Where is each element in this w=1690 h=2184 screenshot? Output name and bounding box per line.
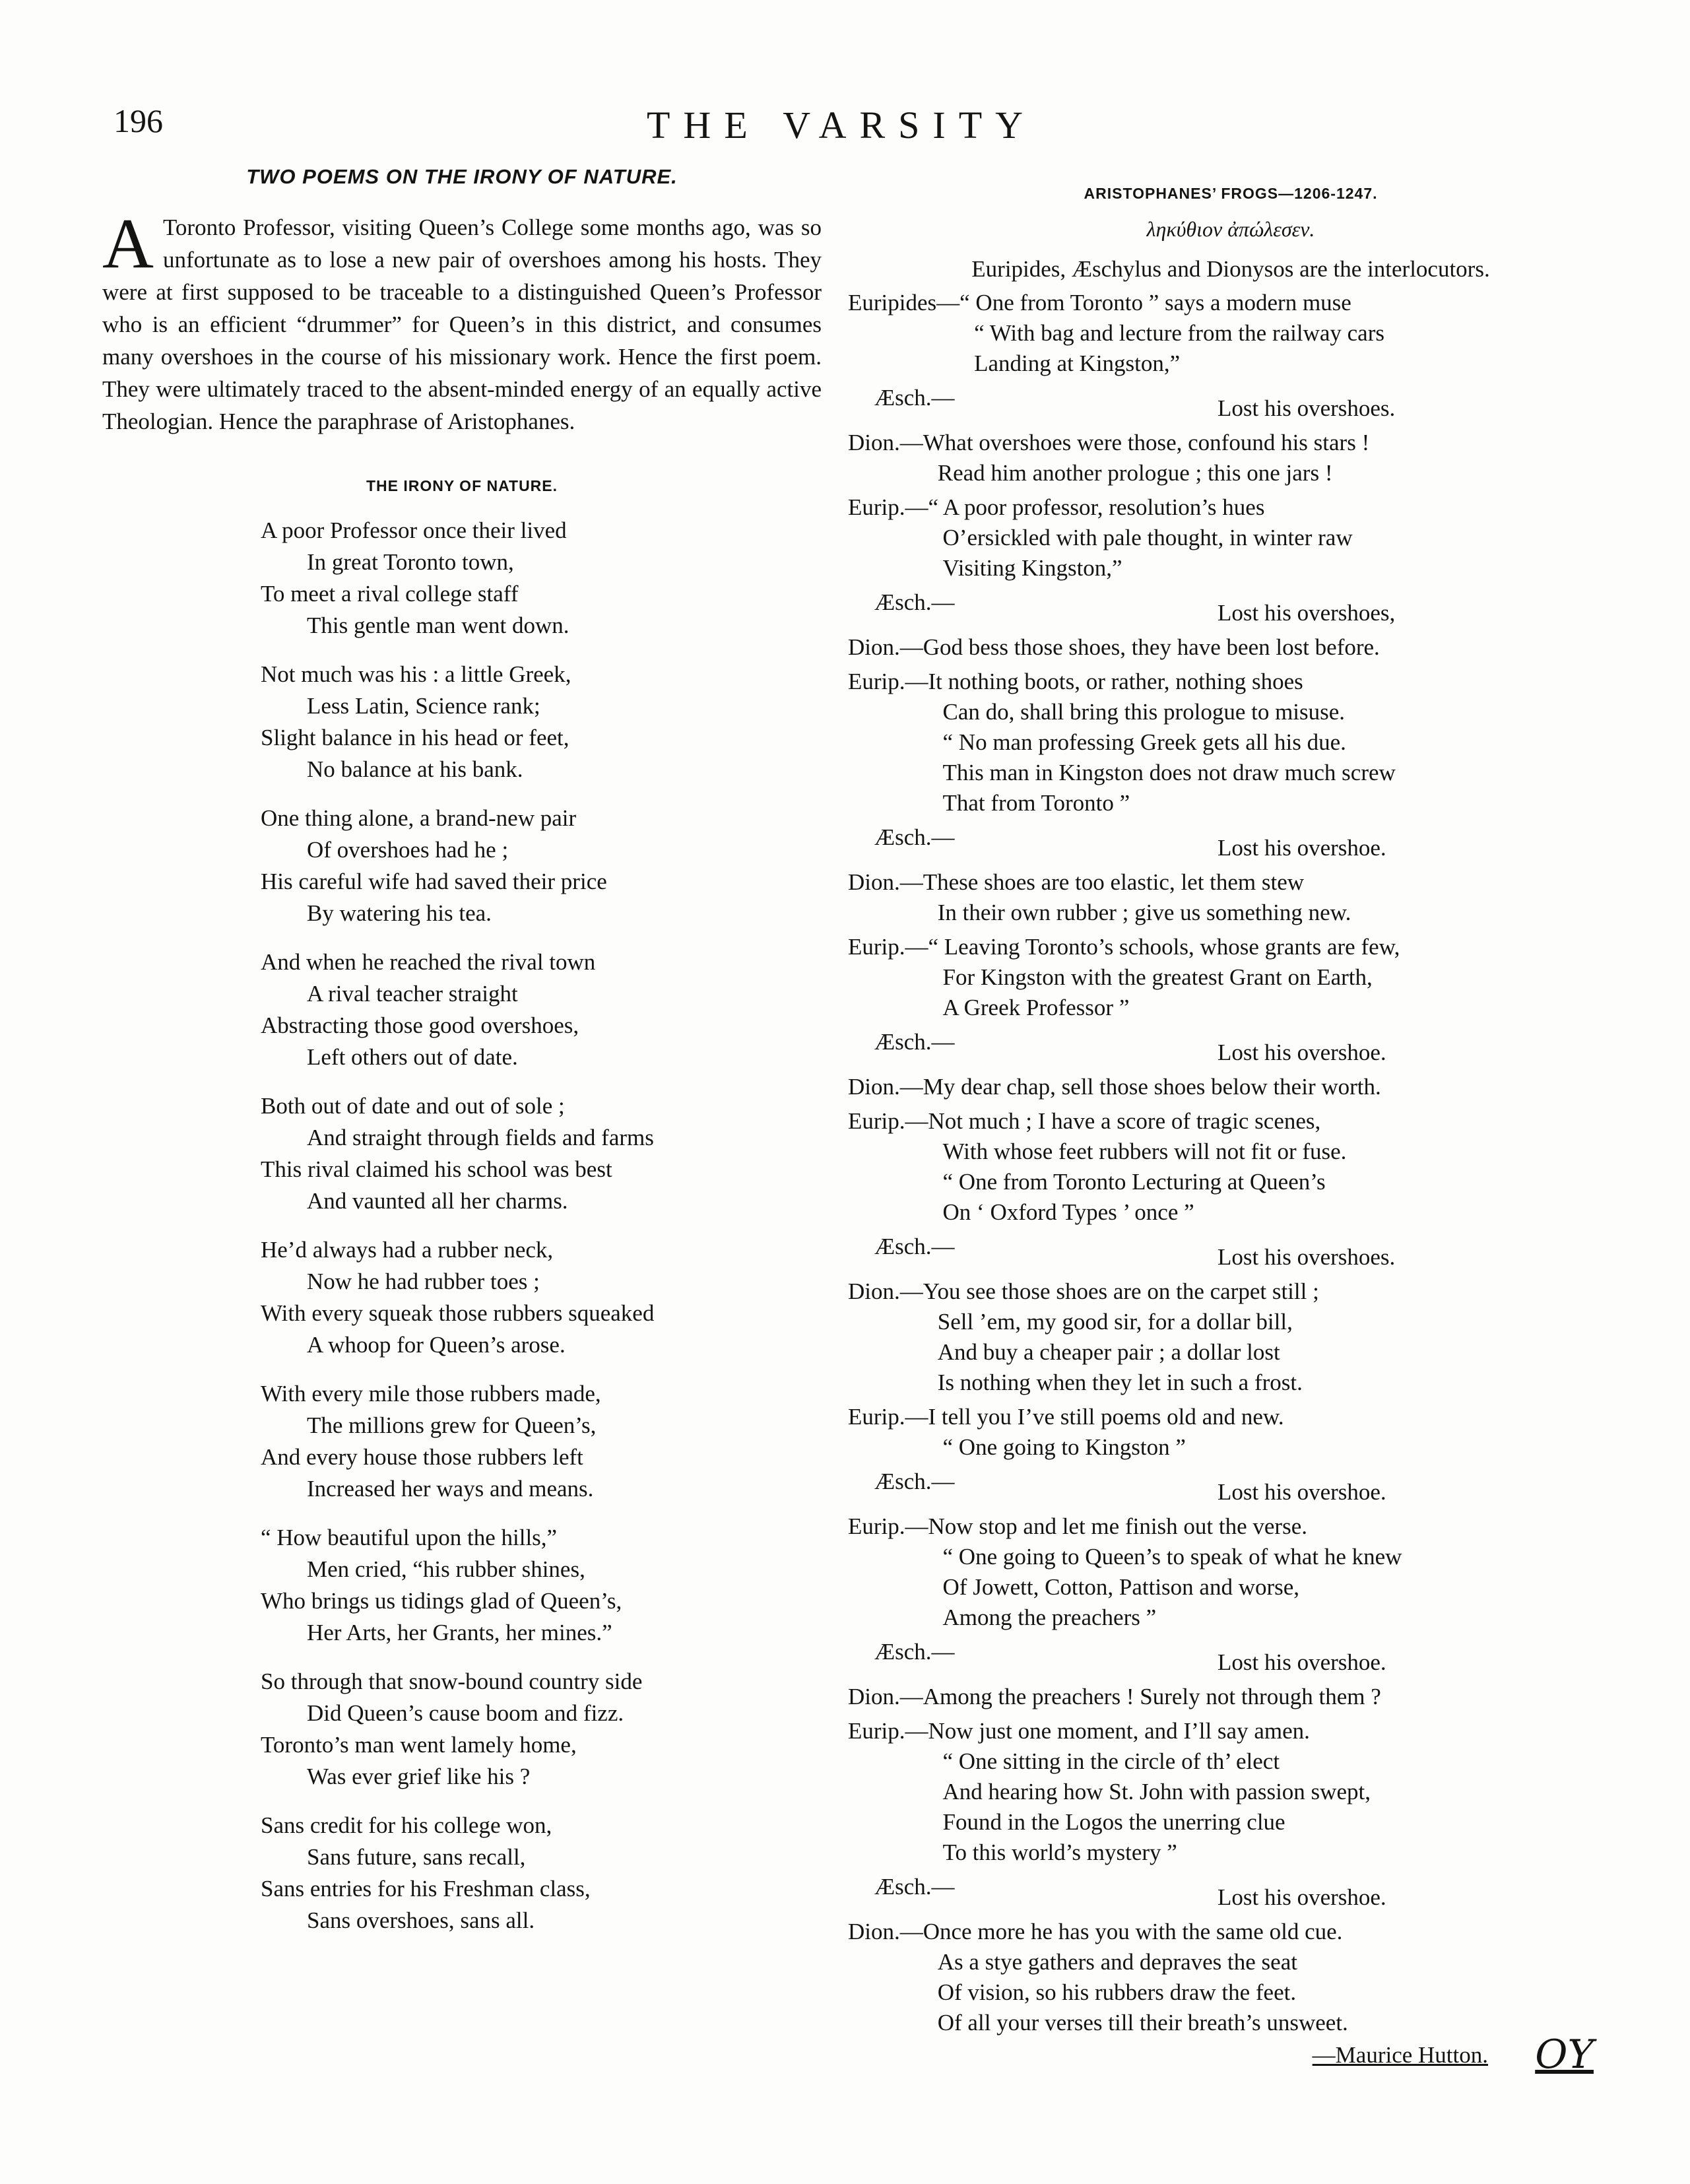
poem-line: Less Latin, Science rank; (307, 693, 540, 719)
page-number: 196 (114, 102, 163, 139)
refrain-text: Lost his overshoes, (1218, 600, 1396, 626)
right-column (848, 185, 1613, 2078)
speaker: Æsch.— (874, 1639, 955, 1665)
speech-line: Can do, shall bring this prologue to misuse. (942, 699, 1346, 725)
speaker: Æsch.— (874, 385, 955, 411)
speech-line: Is nothing when they let in such a frost. (937, 1370, 1303, 1395)
poem-line: Now he had rubber toes ; (307, 1269, 540, 1294)
speech-line: As a stye gathers and depraves the seat (937, 1949, 1297, 1975)
speaker: Dion.— (848, 869, 923, 895)
speech-line: On ‘ Oxford Types ’ once ” (942, 1199, 1194, 1225)
speech-line: “ One from Toronto Lecturing at Queen’s (942, 1169, 1326, 1195)
stanza (261, 1522, 822, 1649)
speech-line: God bess those shoes, they have been lost before. (923, 634, 1380, 660)
poem-line: By watering his tea. (307, 900, 492, 926)
speech-text (928, 1716, 1613, 1868)
stanza (261, 515, 822, 642)
poem-line: The millions grew for Queen’s, (307, 1412, 597, 1438)
poem-line: He’d always had a rubber neck, (261, 1237, 554, 1263)
speech-line: Among the preachers ! Surely not through them ? (923, 1684, 1381, 1709)
poem-line: Both out of date and out of sole ; (261, 1093, 565, 1119)
refrain-text: Lost his overshoes. (1218, 395, 1396, 421)
speech-line: A Greek Professor ” (942, 995, 1130, 1020)
speech (848, 932, 1613, 1023)
speech-line: Once more he has you with the same old cue. (923, 1919, 1343, 1944)
speech (848, 428, 1613, 488)
intro-first: Toronto Professor, visiting Queen’s College some months ago, was so unfortunate as to lose a new pair of overshoes among his hosts. (163, 215, 822, 273)
speech-text (923, 428, 1613, 488)
stanza (261, 1666, 822, 1793)
speech (848, 1716, 1613, 1868)
speech-line: “ One from Toronto ” says a modern muse (959, 290, 1351, 315)
poem-line: This rival claimed his school was best (261, 1156, 612, 1182)
speech (848, 1106, 1613, 1228)
speech (848, 492, 1613, 583)
drop-cap: A (102, 205, 154, 283)
poem-line: Men cried, “his rubber shines, (307, 1556, 585, 1582)
speech-line: Visiting Kingston,” (942, 555, 1122, 581)
poem-line: His careful wife had saved their price (261, 869, 607, 894)
speaker: Æsch.— (874, 1874, 955, 1900)
speech-text (923, 1072, 1613, 1102)
speaker: Eurip.— (848, 494, 928, 520)
speech-line: Now stop and let me finish out the verse. (928, 1513, 1307, 1539)
speech-text (928, 932, 1613, 1023)
stanza (261, 1810, 822, 1936)
speaker: Æsch.— (874, 1029, 955, 1055)
speech-line: Of Jowett, Cotton, Pattison and worse, (942, 1574, 1300, 1600)
speech-line: Landing at Kingston,” (974, 350, 1181, 376)
poem-line: So through that snow-bound country side (261, 1669, 643, 1694)
speaker: Æsch.— (874, 589, 955, 615)
refrain-text: Lost his overshoes. (1218, 1244, 1396, 1270)
refrain (874, 1027, 1613, 1068)
refrain (874, 1872, 1613, 1913)
speech (848, 867, 1613, 928)
speaker: Eurip.— (848, 1404, 928, 1430)
speech-line: “ One going to Kingston ” (942, 1434, 1186, 1460)
stanza (261, 1378, 822, 1505)
intro-rest: They were at first supposed to be traceable to a distinguished Queen’s Professor who is an efficient “drummer” for Queen’s in this district, and consumes many overshoes in the course of his missionary work. Hence the first poem. They were ultimately traced to the absent-minded energy of an equally active Theologian. Hence the paraphrase of Aristophanes. (102, 247, 822, 434)
speech-line: It nothing boots, or rather, nothing shoes (928, 669, 1303, 694)
frogs-title: ARISTOPHANES’ FROGS—1206-1247. (1084, 185, 1378, 202)
masthead: THE VARSITY (647, 104, 1037, 147)
poem-line: Who brings us tidings glad of Queen’s, (261, 1588, 622, 1614)
speech-line: “ No man professing Greek gets all his due. (942, 729, 1346, 755)
poem-line: A rival teacher straight (307, 981, 518, 1007)
speaker: Dion.— (848, 634, 923, 660)
speech-line: And buy a cheaper pair ; a dollar lost (937, 1339, 1280, 1365)
speech (848, 1917, 1613, 2038)
poem-line: Did Queen’s cause boom and fizz. (307, 1700, 624, 1726)
speaker: Æsch.— (874, 824, 955, 850)
speech-line: Among the preachers ” (942, 1605, 1157, 1630)
speech-line: To this world’s mystery ” (942, 1839, 1177, 1865)
speech-text (923, 1917, 1613, 2038)
refrain (874, 1232, 1613, 1273)
speaker: Dion.— (848, 1074, 923, 1100)
speech-line: For Kingston with the greatest Grant on Earth, (942, 964, 1373, 990)
refrain-text: Lost his overshoe. (1218, 1649, 1386, 1675)
poem-line: Increased her ways and means. (307, 1476, 594, 1502)
left-column (102, 165, 822, 1954)
speech-text (928, 1402, 1613, 1463)
poem-line: And vaunted all her charms. (307, 1188, 568, 1214)
dialogue (848, 288, 1613, 2038)
speech-line: This man in Kingston does not draw much screw (942, 760, 1396, 785)
speech-text (928, 1106, 1613, 1228)
speech (848, 1276, 1613, 1398)
refrain (874, 1467, 1613, 1507)
stanza (261, 946, 822, 1073)
speech-line: Of vision, so his rubbers draw the feet. (937, 1979, 1297, 2005)
speaker: Dion.— (848, 430, 923, 455)
refrain (874, 822, 1613, 863)
speech (848, 288, 1613, 379)
poem-line: Slight balance in his head or feet, (261, 725, 569, 750)
speech-text (959, 288, 1613, 379)
stanza (261, 803, 822, 929)
stanza (261, 659, 822, 785)
speech-line: Now just one moment, and I’ll say amen. (928, 1718, 1310, 1744)
speaker: Eurip.— (848, 1108, 928, 1134)
poem-line: No balance at his bank. (307, 756, 523, 782)
poem-line: With every squeak those rubbers squeaked (261, 1300, 655, 1326)
speaker: Æsch.— (874, 1234, 955, 1259)
speech-text (928, 667, 1613, 818)
speech (848, 1511, 1613, 1633)
poem-line: Left others out of date. (307, 1044, 518, 1070)
poem-line: Sans overshoes, sans all. (307, 1907, 535, 1933)
interlocutors-note: Euripides, Æschylus and Dionysos are the interlocutors. (971, 256, 1490, 282)
speech-text (923, 867, 1613, 928)
signature (848, 2032, 1613, 2078)
speech-line: Of all your verses till their breath’s unsweet. (937, 2010, 1348, 2035)
speech-line: Sell ’em, my good sir, for a dollar bill, (937, 1309, 1293, 1335)
refrain-text: Lost his overshoe. (1218, 835, 1386, 861)
speech-text (923, 632, 1613, 663)
poem-line: Abstracting those good overshoes, (261, 1012, 579, 1038)
poem-line: Not much was his : a little Greek, (261, 661, 571, 687)
speech-line: O’ersickled with pale thought, in winter raw (942, 525, 1353, 550)
poem-line: A poor Professor once their lived (261, 517, 567, 543)
speech-line: “ One going to Queen’s to speak of what he knew (942, 1544, 1402, 1570)
speaker: Eurip.— (848, 669, 928, 694)
speaker: Eurip.— (848, 1718, 928, 1744)
poem-line: And every house those rubbers left (261, 1444, 583, 1470)
speech (848, 1072, 1613, 1102)
speech-text (923, 1682, 1613, 1712)
stanza (261, 1090, 822, 1217)
speech-line: You see those shoes are on the carpet still ; (923, 1278, 1319, 1304)
poem-line: Sans future, sans recall, (307, 1844, 526, 1870)
poem-line: In great Toronto town, (307, 549, 514, 575)
speech-line: My dear chap, sell those shoes below their worth. (923, 1074, 1381, 1100)
speech-line: With whose feet rubbers will not fit or fuse. (942, 1139, 1347, 1164)
speaker: Dion.— (848, 1919, 923, 1944)
refrain-text: Lost his overshoe. (1218, 1479, 1386, 1505)
poem-line: And when he reached the rival town (261, 949, 596, 975)
poem-line: One thing alone, a brand-new pair (261, 805, 577, 831)
refrain (874, 383, 1613, 424)
speech-line: What overshoes were those, confound his stars ! (923, 430, 1370, 455)
speech-text (928, 1511, 1613, 1633)
refrain (874, 1637, 1613, 1678)
speaker: Dion.— (848, 1684, 923, 1709)
speech-text (928, 492, 1613, 583)
speech-line: And hearing how St. John with passion swept, (942, 1779, 1371, 1804)
poem-line: “ How beautiful upon the hills,” (261, 1525, 558, 1550)
poem-line: With every mile those rubbers made, (261, 1381, 601, 1406)
speech (848, 1682, 1613, 1712)
speech-line: That from Toronto ” (942, 790, 1130, 816)
speech-line: “ One sitting in the circle of th’ elect (942, 1748, 1280, 1774)
speaker: Eurip.— (848, 1513, 928, 1539)
speech-line: “ A poor professor, resolution’s hues (928, 494, 1265, 520)
poem-line: And straight through fields and farms (307, 1125, 654, 1150)
greek-epigraph: ληκύθιον ἀπώλεσεν. (1146, 217, 1315, 241)
speech-line: These shoes are too elastic, let them stew (923, 869, 1305, 895)
speech-line: “ With bag and lecture from the railway cars (974, 320, 1384, 346)
speaker: Euripides— (848, 290, 960, 315)
poem-line: Was ever grief like his ? (307, 1764, 531, 1789)
handwritten-mark: OY (1535, 2032, 1594, 2078)
speech-line: Not much ; I have a score of tragic scenes, (928, 1108, 1321, 1134)
speech-text (923, 1276, 1613, 1398)
refrain (874, 587, 1613, 628)
speech (848, 632, 1613, 663)
stanza (261, 1234, 822, 1361)
speech (848, 1402, 1613, 1463)
poem-line: Her Arts, her Grants, her mines.” (307, 1620, 612, 1645)
poem-line: Toronto’s man went lamely home, (261, 1732, 577, 1758)
speaker: Eurip.— (848, 934, 928, 960)
poem-line: To meet a rival college staff (261, 581, 519, 607)
speech (848, 667, 1613, 818)
refrain-text: Lost his overshoe. (1218, 1884, 1386, 1910)
intro-paragraph (102, 205, 822, 438)
speech-line: I tell you I’ve still poems old and new. (928, 1404, 1284, 1430)
poem-line: Sans entries for his Freshman class, (261, 1876, 591, 1902)
poem (261, 515, 822, 1936)
speaker: Æsch.— (874, 1469, 955, 1494)
speech-line: Found in the Logos the unerring clue (942, 1809, 1285, 1835)
signature-name: —Maurice Hutton. (1312, 2042, 1488, 2068)
refrain-text: Lost his overshoe. (1218, 1040, 1386, 1065)
article-title: TWO POEMS ON THE IRONY OF NATURE. (246, 165, 678, 188)
poem-line: Of overshoes had he ; (307, 837, 509, 863)
poem-line: Sans credit for his college won, (261, 1812, 552, 1838)
speech-line: In their own rubber ; give us something new. (937, 900, 1351, 925)
poem-title: THE IRONY OF NATURE. (366, 477, 558, 494)
speaker: Dion.— (848, 1278, 923, 1304)
poem-line: A whoop for Queen’s arose. (307, 1332, 566, 1358)
speech-line: Read him another prologue ; this one jars ! (937, 460, 1333, 486)
poem-line: This gentle man went down. (307, 612, 569, 638)
speech-line: “ Leaving Toronto’s schools, whose grants are few, (928, 934, 1400, 960)
